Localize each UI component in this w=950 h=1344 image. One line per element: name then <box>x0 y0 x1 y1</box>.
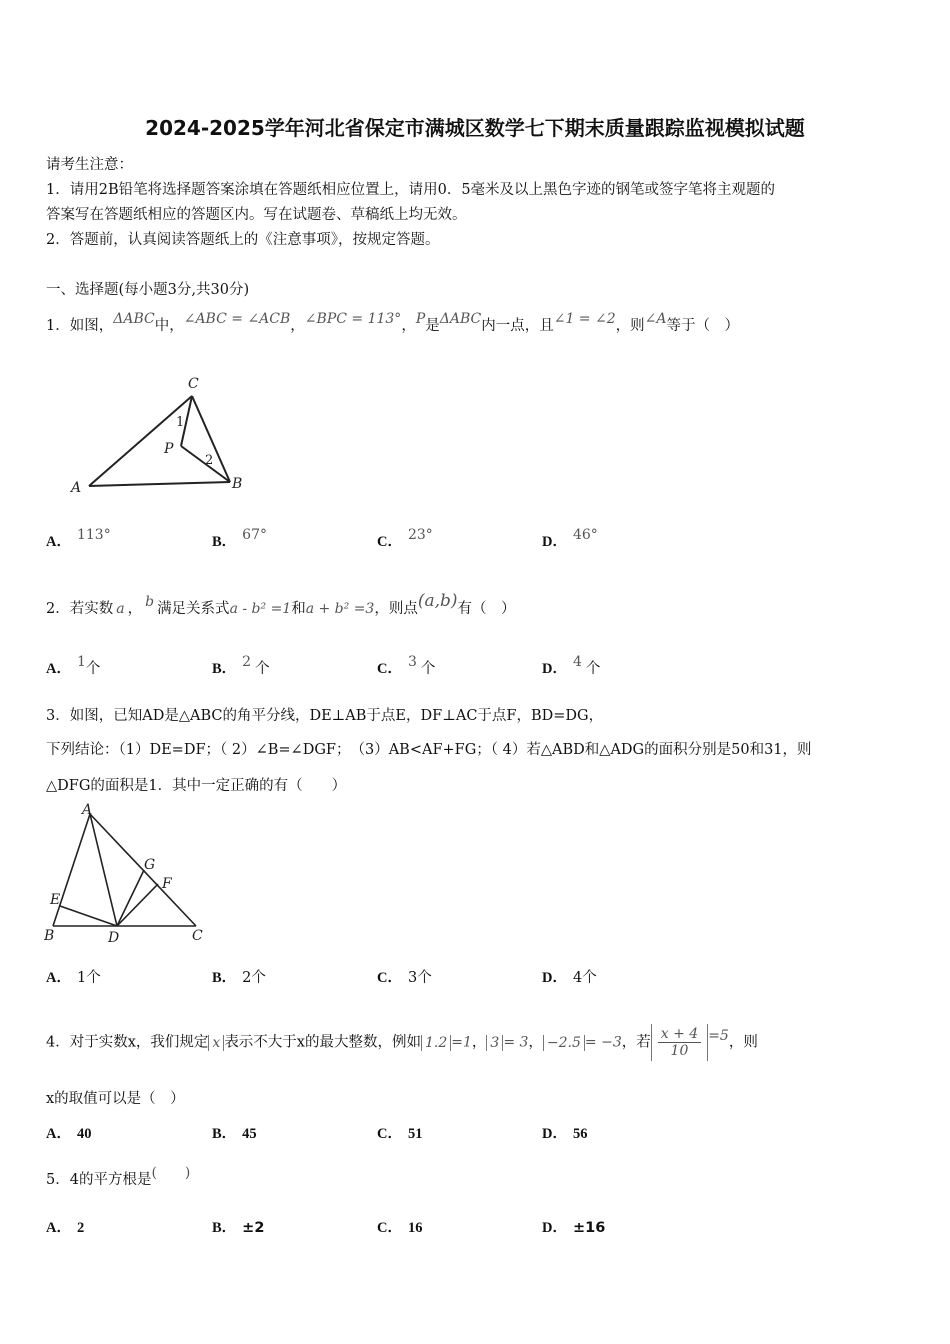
q4-text: ， <box>471 1034 487 1051</box>
q1-text: ， <box>290 318 305 334</box>
option-value: 3个 <box>407 970 432 986</box>
q3-label-d: D <box>108 930 120 946</box>
q3-option-c[interactable] <box>377 966 432 987</box>
q4-math: −2.5 <box>543 1035 585 1051</box>
q1-label-angle2: 2 <box>205 453 214 468</box>
option-label: B． <box>212 534 237 550</box>
q1-option-c[interactable] <box>377 527 433 551</box>
option-unit: 个 <box>85 661 101 677</box>
q1-triangle-figure <box>64 368 254 498</box>
option-value: 40 <box>76 1126 92 1142</box>
q4-math: =5 <box>708 1027 729 1044</box>
q1-math: ∠A <box>644 311 667 327</box>
question-4-line-2: x的取值可以是（ ） <box>46 1091 185 1107</box>
question-3-line-1: 3．如图，已知AD是△ABC的角平分线，DE⊥AB于点E，DF⊥AC于点F，BD=DG， <box>46 708 604 724</box>
q1-math: ∠BPC = 113° <box>304 311 402 327</box>
option-value: 1 <box>76 654 86 670</box>
q4-text: ， <box>528 1034 543 1051</box>
q2-text: ， <box>127 601 143 617</box>
option-label: D． <box>542 970 567 986</box>
option-value: 45 <box>242 1126 257 1142</box>
option-value: ±16 <box>572 1220 606 1236</box>
option-label: D． <box>542 1220 567 1236</box>
option-label: D． <box>542 534 567 550</box>
option-label: A． <box>46 1126 71 1142</box>
q4-option-a[interactable] <box>46 1122 97 1143</box>
option-unit: 个 <box>420 661 436 677</box>
option-value: 16 <box>407 1220 423 1236</box>
q3-option-d[interactable] <box>542 966 597 987</box>
q5-option-a[interactable] <box>46 1216 90 1237</box>
q4-fraction-denominator: 10 <box>670 1043 689 1059</box>
option-value: 3 <box>407 654 417 670</box>
q5-option-d[interactable] <box>542 1216 611 1237</box>
option-value: 67° <box>242 527 267 543</box>
question-5-text <box>46 1165 191 1189</box>
q3-label-a: A <box>82 802 93 818</box>
exam-title: 2024-2025学年河北省保定市满城区数学七下期末质量跟踪监视模拟试题 <box>145 116 805 140</box>
option-value: 51 <box>407 1126 423 1142</box>
question-3-line-3: △DFG的面积是1．其中一定正确的有（ ） <box>46 778 347 794</box>
q5-option-b[interactable] <box>212 1216 270 1237</box>
q3-label-c: C <box>192 928 203 944</box>
q3-label-g: G <box>144 857 156 873</box>
question-2-text <box>46 591 516 618</box>
q1-option-d[interactable] <box>542 527 598 551</box>
section-heading: 一、选择题(每小题3分,共30分) <box>46 282 250 298</box>
q2-text: 2．若实数 <box>46 601 114 617</box>
option-value: 23° <box>407 527 433 543</box>
q4-option-c[interactable] <box>377 1122 428 1143</box>
option-label: B． <box>212 1126 237 1142</box>
option-value: 2个 <box>242 970 266 986</box>
q3-label-e: E <box>50 892 61 908</box>
option-label: D． <box>542 661 567 677</box>
option-unit: 个 <box>255 661 270 677</box>
q5-answer-paren: ( ) <box>151 1165 191 1181</box>
q4-text: ，若 <box>621 1034 651 1051</box>
q1-triangle-lines <box>89 396 230 486</box>
option-value: 4 <box>572 654 582 670</box>
option-label: A． <box>46 534 71 550</box>
q4-option-b[interactable] <box>212 1122 263 1143</box>
q5-option-c[interactable] <box>377 1216 428 1237</box>
q3-option-b[interactable] <box>212 966 266 987</box>
option-value: 1个 <box>76 970 101 986</box>
q4-math: = 3 <box>503 1034 529 1051</box>
q5-text: 5．4的平方根是 <box>46 1172 152 1188</box>
q4-math: = −3 <box>584 1034 622 1051</box>
q3-option-a[interactable] <box>46 966 101 987</box>
q1-text: 中， <box>154 318 184 334</box>
notice-line-3: 2．答题前，认真阅读答题纸上的《注意事项》，按规定答题。 <box>46 232 440 248</box>
option-label: A． <box>46 661 71 677</box>
q2-math: (a,b) <box>417 591 458 611</box>
q4-text: 表示不大于x的最大整数，例如 <box>224 1034 421 1051</box>
option-label: A． <box>46 970 71 986</box>
option-unit: 个 <box>585 661 601 677</box>
q3-label-f: F <box>162 876 172 892</box>
option-label: B． <box>212 970 237 986</box>
q2-text: 有（ ） <box>457 601 516 617</box>
q2-option-d[interactable] <box>542 654 601 678</box>
q1-label-c: C <box>188 376 199 392</box>
option-label: C． <box>377 661 402 677</box>
option-label: C． <box>377 970 402 986</box>
q4-fraction-numerator: x + 4 <box>658 1026 701 1043</box>
q1-label-angle1: 1 <box>176 415 185 430</box>
q4-math: 1.2 <box>421 1035 451 1051</box>
q1-math: ΔABC <box>113 311 155 327</box>
q2-math: a <box>116 601 125 617</box>
option-value: 113° <box>76 527 111 543</box>
q2-option-b[interactable] <box>212 654 270 678</box>
q2-option-c[interactable] <box>377 654 436 678</box>
option-label: B． <box>212 661 237 677</box>
option-value: 56 <box>572 1126 588 1142</box>
q1-option-b[interactable] <box>212 527 267 551</box>
q4-option-d[interactable] <box>542 1122 593 1143</box>
notice-heading: 请考生注意： <box>46 157 133 173</box>
option-label: C． <box>377 1126 402 1142</box>
q4-math: 3 <box>486 1035 503 1051</box>
q3-label-b: B <box>44 928 55 944</box>
q4-math: =1 <box>451 1034 472 1051</box>
question-1-text <box>46 311 739 335</box>
q2-math: b <box>145 594 155 610</box>
question-3-line-2: 下列结论：（1）DE=DF；（ 2）∠B=∠DGF； （3）AB<AF+FG；（ 4）若△ABD和△ADG的面积分别是50和31，则 <box>46 742 812 758</box>
q1-text: 等于（ ） <box>666 318 739 334</box>
q3-triangle-lines <box>53 814 196 926</box>
q1-text: ， <box>401 318 416 334</box>
notice-line-2: 答案写在答题纸相应的答题区内。写在试题卷、草稿纸上均无效。 <box>46 207 467 223</box>
q1-math: ∠1 = ∠2 <box>553 311 616 327</box>
option-label: C． <box>377 534 402 550</box>
option-value: 46° <box>572 527 598 543</box>
option-label: D． <box>542 1126 567 1142</box>
q2-math: a + b² =3 <box>305 601 375 617</box>
question-4-text <box>46 1024 758 1061</box>
q4-floor-fraction <box>651 1024 708 1061</box>
option-label: A． <box>46 1220 71 1236</box>
q1-text: 内一点，且 <box>481 318 554 334</box>
q4-text: ，则 <box>728 1034 758 1051</box>
q2-text: ，则点 <box>374 601 418 617</box>
q2-option-a[interactable] <box>46 654 101 678</box>
option-label: B． <box>212 1220 237 1236</box>
option-value: 2 <box>242 654 252 670</box>
q2-text: 满足关系式 <box>157 601 230 617</box>
option-value: 2 <box>76 1220 85 1236</box>
option-value: 4个 <box>572 970 597 986</box>
q1-label-p: P <box>164 441 174 457</box>
q1-number: 1．如图， <box>46 318 114 334</box>
q4-text: 4．对于实数x，我们规定 <box>46 1034 209 1051</box>
q4-math: x <box>208 1035 224 1051</box>
q1-text: 是 <box>425 318 440 334</box>
q1-text: ，则 <box>615 318 645 334</box>
q3-triangle-figure <box>40 800 220 948</box>
q1-math: P <box>415 311 426 327</box>
q1-math: ΔABC <box>439 311 482 327</box>
q2-text: 和 <box>291 601 306 617</box>
q1-label-a: A <box>71 480 82 496</box>
option-value: ±2 <box>242 1220 265 1236</box>
option-label: C． <box>377 1220 402 1236</box>
q1-option-a[interactable] <box>46 527 111 551</box>
q1-math: ∠ABC = ∠ACB <box>183 311 291 327</box>
q1-label-b: B <box>232 476 243 492</box>
notice-line-1: 1．请用2B铅笔将选择题答案涂填在答题纸相应位置上，请用0．5毫米及以上黑色字迹的钢笔或签字笔将主观题的 <box>46 182 776 198</box>
q2-math: a - b² =1 <box>229 601 292 617</box>
